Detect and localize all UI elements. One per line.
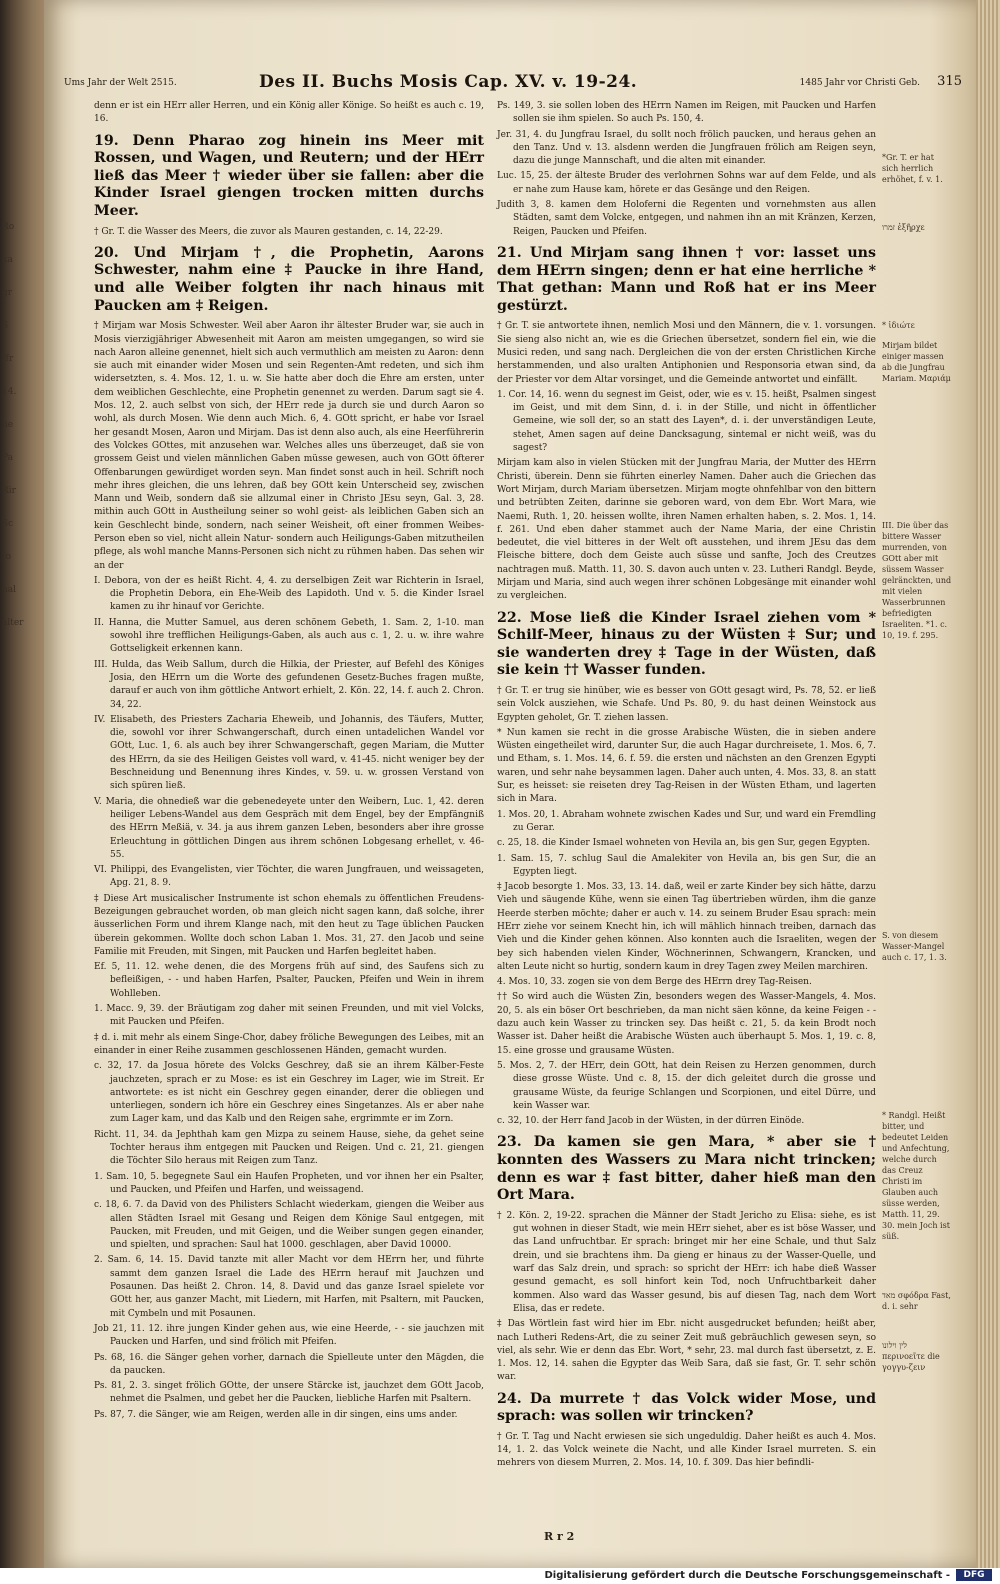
- margin-note: זמרו ἐξῆρχε: [882, 223, 925, 232]
- margin-note: S. von diesem Wasser-Mangel auch c. 17, 1. 3.: [882, 931, 947, 962]
- reference-item: Ps. 68, 16. die Sänger gehen vorher, darnach die Spielleute unter den Mägden, die da paucken.: [94, 1352, 484, 1376]
- reference-item: c. 32, 17. da Josua hörete des Volcks Geschrey, daß sie an ihrem Kälber-Feste jauchzeten, sprach er zu Mose: es ist ein Geschrey im Lager, wie im Streit. Er antwortete: es ist nicht ein Geschrey gegen einander, derer die obliegen und unterliegen, sondern ich höre ein Geschrey eines Singetanzes. Als er aber nahe zum Lager kam, und das Kalb und den Reigen sahe, ergrimmte er im Zorn.: [94, 1061, 484, 1125]
- reference-item: Ef. 5, 11. 12. wehe denen, die des Morgens früh auf sind, des Saufens sich zu befleißigen, - - und haben Harfen, Psalter, Paucken, Pfeifen und Wein in ihrem Wohlleben.: [94, 962, 484, 999]
- reference-item: VI. Philippi, des Evangelisten, vier Töchter, die waren Jungfrauen, und weissageten, Apg. 21, 8. 9.: [94, 865, 484, 889]
- verse-text: 21. Und Mirjam sang ihnen † vor: lasset uns dem HErrn singen; denn er hat eine herrliche * That gethan: Mann und Roß hat er ins Meer gestürzt.: [497, 244, 876, 314]
- verse-text: 20. Und Mirjam †, die Prophetin, Aarons Schwester, nahm eine ‡ Paucke in ihre Hand, und alle Weiber folgten ihr nach hinaus mit Paucken am ‡ Reigen.: [94, 244, 484, 314]
- previous-page-margin: Ro ka gr S Ifr 14. ne Pa Rir Sc Jo nal alter: [2, 222, 24, 628]
- dfg-logo: DFG: [956, 1569, 992, 1581]
- header-year-world: Ums Jahr der Welt 2515.: [64, 78, 177, 88]
- reference-item: Ps. 149, 3. sie sollen loben des HErrn Namen im Reigen, mit Paucken und Harfen sollen sie ihm spielen. So auch Ps. 150, 4.: [497, 101, 876, 125]
- running-header: [64, 72, 962, 96]
- book-page: [44, 0, 976, 1568]
- page-edge: [976, 0, 1000, 1568]
- reference-item: 5. Mos. 2, 7. der HErr, dein GOtt, hat dein Reisen zu Herzen genommen, durch diese grosse Wüste. Und c. 8, 15. der dich geleitet durch die grosse und grausame Wüste, da feurige Schlangen und Scorpionen, und eitel Dürre, und kein Wasser war.: [497, 1060, 876, 1111]
- margin-note: * Randgl. Heißt bitter, und bedeutet Leiden und Anfechtung, welche durch das Creuz Christi im Glauben auch süsse werden, Matth. 11, 29. 30. mein Joch ist süß.: [882, 1111, 950, 1241]
- commentary-note: † Gr. T. Tag und Nacht erwiesen sie sich ungeduldig. Daher heißt es auch 4. Mos. 14, 1. 2. das Volck weinete die Nacht, und alle Kinder Israel murreten. S. ein mehrers von diesem Murren, 2. Mos. 14, 10. f. 309. Das hier befindli-: [497, 1431, 876, 1469]
- reference-item: 1. Mos. 20, 1. Abraham wohnete zwischen Kades und Sur, und ward ein Fremdling zu Gerar.: [497, 809, 876, 833]
- verse-text: 19. Denn Pharao zog hinein ins Meer mit Rossen, und Wagen, und Reutern; und der HErr ließ das Meer † wieder über sie fallen: aber die Kinder Israel giengen trocken mitten durchs Meer.: [94, 132, 484, 219]
- margin-note: III. Die über das bittere Wasser murrenden, von GOtt aber mit süssem Wasser gelränckten, und mit vielen Wasserbrunnen befriedigten Israeliten. *1. c. 10, 19. f. 295.: [882, 521, 952, 640]
- reference-item: Richt. 11, 34. da Jephthah kam gen Mizpa zu seinem Hause, siehe, da gehet seine Tochter heraus ihm entgegen mit Paucken und Reigen. Und c. 21, 21. giengen die Töchter Silo heraus mit Reigen zum Tanz.: [94, 1129, 484, 1167]
- reference-item: Ps. 81, 2. 3. singet frölich GOtte, der unsere Stärcke ist, jauchzet dem GOtt Jacob, nehmet die Psalmen, und gebet her die Paucken, liebliche Harfen mit Psaltern.: [94, 1381, 484, 1405]
- reference-item: 2. Sam. 6, 14. 15. David tanzte mit aller Macht vor dem HErrn her, und führte sammt dem ganzen Israel die Lade des HErrn herauf mit Jauchzen und Posaunen. Das heißt 2. Chron. 14, 8. David und das ganze Israel spielete vor GOtt her, aus ganzer Macht, mit Liedern, mit Harfen, mit Psaltern, mit Paucken, mit Cymbeln und mit Posaunen.: [94, 1255, 484, 1319]
- reference-item: 1. Cor. 14, 16. wenn du segnest im Geist, oder, wie es v. 15. heißt, Psalmen singest im Geist, und mit dem Sinn, d. i. in der Stille, und nicht in öffentlicher Gemeine, wie soll der, so an statt des Layen*, d. i. der unverständigen Leute, stehet, Amen sagen auf deine Dancksagung, sintemal er nicht weiß, was du sagest?: [497, 389, 876, 454]
- reference-item: Luc. 15, 25. der älteste Bruder des verlohrnen Sohns war auf dem Felde, und als er nahe zum Hause kam, hörete er das Gesänge und den Reigen.: [497, 171, 876, 195]
- footer-credit: Digitalisierung gefördert durch die Deutsche Forschungsgemeinschaft -: [544, 1570, 950, 1581]
- commentary-note: † Gr. T. er trug sie hinüber, wie es besser von GOtt gesagt wird, Ps. 78, 52. er ließ sein Volck ausziehen, wie Schafe. Und Ps. 80, 9. du hast deinen Weinstock aus Egypten geholet, Gr. T. ziehen lassen.: [497, 685, 876, 723]
- commentary-note: ‡ Jacob besorgte 1. Mos. 33, 13. 14. daß, weil er zarte Kinder bey sich hätte, darzu Vieh und säugende Kühe, wenn sie einen Tag übertrieben würden, ihm die ganze Heerde sterben möchte; daher er auch v. 14. zu seinem Bruder Esau sprach: mein HErr ziehe vor seinem Knecht hin, ich will mählich hinnach treiben, darnach das Vieh und die Kinder gehen können. Also konnten auch die Israeliten, wegen der bey sich habenden vielen Kinder, Wöchnerinnen, Schwangern, Krancken, und alten Leute nicht so hurtig, sondern kaum in drey Tagen zwey Meilen marchiren.: [497, 882, 876, 972]
- reference-item: 1. Sam. 10, 5. begegnete Saul ein Haufen Propheten, und vor ihnen her ein Psalter, und Paucken, und Pfeifen und Harfen, und weissagend.: [94, 1171, 484, 1195]
- commentary-note: †† So wird auch die Wüsten Zin, besonders wegen des Wasser-Mangels, 4. Mos. 20, 5. als ein böser Ort beschrieben, da man nicht säen könne, da keine Feigen - - dazu auch kein Wasser zu trincken sey. Das heißt c. 21, 5. da kein Brodt noch Wasser ist. Daher heißt die Arabische Wüsten auch überhaupt 5. Mos. 1, 19. c. 8, 15. eine grosse und grausame Wüsten.: [497, 992, 876, 1056]
- reference-item: 1. Macc. 9, 39. der Bräutigam zog daher mit seinen Freunden, und mit viel Volcks, mit Paucken und Pfeifen.: [94, 1004, 484, 1028]
- margin-note: לין וילונו περινοεῖτε die γογγυ-ζειν: [882, 1341, 940, 1372]
- reference-item: Job 21, 11. 12. ihre jungen Kinder gehen aus, wie eine Heerde, - - sie jauchzen mit Paucken und Harfen, und sind frölich mit Pfeifen.: [94, 1323, 484, 1348]
- left-text-column: [94, 100, 484, 1424]
- commentary-note: † Mirjam war Mosis Schwester. Weil aber Aaron ihr ältester Bruder war, sie auch in Mosis vierzigjähriger Abwesenheit mit Aaron am meisten umgegangen, so wird sie nach Aaron alleine genennet, hielt sich auch vermuthlich am meisten zu Aaron: denn sie auch mit einander wider Mosen und sein Regenten-Amt redeten, und sich ihm widersetzten, s. 4. Mos. 12, 1. u. w. Sie hatte aber doch die Ehre am ersten, unter dem weiblichen Geschlechte, eine Prophetin genennet zu werden. Darum sagt sie 4. Mos. 12, 2. auch selbst von sich, der HErr rede ja durch sie und durch Aaron so wohl, als durch Mosen. Wie denn auch Mich. 6, 4. GOtt spricht, er habe vor Israel her gesandt Mosen, Aaron und Mirjam. Das ist denn also auch, als eine Heerführerin des Volckes GOttes, mit anzusehen war. Welches alles uns überzeuget, daß sie von grossem Geist und vielen männlichen Gaben müsse gewesen, auch von GOtt öfterer Offenbarungen gewürdiget worden seyn. Man findet sonst auch in heil. Schrift noch mehr ihres gleichen, die uns lehren, daß bey GOtt kein Unterscheid sey, zwischen Mann und Weib, sondern daß sie allzumal einer in Christo JEsu seyn, Gal. 3, 28. mithin auch GOtt in Austheilung seiner so wohl geist- als leiblichen Gaben sich an kein Geschlecht binde, sondern, nach seiner Weisheit, oft einer frommen Weibes-Person eben so viel, nicht allein Natur- sondern auch Heiligungs-Gaben mitzutheilen pflege, als wohl manche Manns-Personen sich nicht zu rühmen haben. Das sehen wir an der: [94, 321, 484, 571]
- verse-text: 23. Da kamen sie gen Mara, * aber sie † konnten des Wassers zu Mara nicht trincken; denn es war ‡ fast bitter, daher hieß man den Ort Mara.: [497, 1134, 876, 1204]
- reference-item: c. 25, 18. die Kinder Ismael wohneten von Hevila an, bis gen Sur, gegen Egypten.: [497, 838, 871, 849]
- commentary-note: Mirjam kam also in vielen Stücken mit der Jungfrau Maria, der Mutter des HErrn Christi, überein. Denn sie führten einerley Namen. Daher auch die Griechen das Wort Mirjam, durch Mariam übersetzen. Mirjam mogte ohnfehlbar von den bittern und betrübten Zeiten, darinne sie geboren ward, von dem Ebr. Wort Mara, wie Naemi, Ruth. 1, 20. heissen wollte, ihren Namen erhalten haben, s. 2. Mos. 1, 14. f. 261. Und eben daher stammet auch der Name Maria, der eine Christin bedeutet, die viel bitteres in der Welt oft ausstehen, und ihrem JEsu das dem Fleische bittere, doch dem Geiste auch süsse und sanfte, Joch des Creutzes nachtragen muß. Matth. 11, 30. S. davon auch unten v. 23. Lutheri Randgl. Beyde, Mirjam und Maria, sind auch wegen ihrer schönen Lobgesänge mit einander wohl zu vergleichen.: [497, 458, 876, 602]
- right-text-column: [497, 100, 876, 1473]
- reference-item: III. Hulda, das Weib Sallum, durch die Hilkia, der Priester, auf Befehl des Königes Josia, den HErrn um die Worte des gefundenen Gesetz-Buches fragen mußte, darauf er auch von ihm göttliche Antwort erhielt, 2. Kön. 22, 14. f. auch 2. Chron. 34, 22.: [94, 659, 484, 710]
- margin-note: *Gr. T. er hat sich herrlich erhöhet, f. v. 1.: [882, 153, 943, 184]
- margin-note: * ἰδιώτε: [882, 321, 915, 330]
- reference-item: c. 32, 10. der Herr fand Jacob in der Wüsten, in der dürren Einöde.: [497, 1116, 805, 1127]
- commentary-note: † Gr. T. die Wasser des Meers, die zuvor als Mauren gestanden, c. 14, 22-29.: [94, 226, 443, 237]
- reference-item: V. Maria, die ohnedieß war die gebenedeyete unter den Weibern, Luc. 1, 42. deren heiliger Lebens-Wandel aus dem Gespräch mit dem Engel, bey der Empfängniß des HErrn Meßiä, v. 34. ja aus ihrem ganzen Leben, besonders aber ihre grosse Erleuchtung in göttlichen Dingen aus ihrem schönen Lobgesang erhellet, v. 46-55.: [94, 796, 484, 860]
- verse-text: 22. Mose ließ die Kinder Israel ziehen vom * Schilf-Meer, hinaus zu der Wüsten ‡ Sur; und sie wanderten drey ‡ Tage in der Wüsten, daß sie kein †† Wasser funden.: [497, 609, 876, 679]
- header-title: Des II. Buchs Mosis Cap. XV. v. 19-24.: [259, 72, 638, 92]
- reference-item: IV. Elisabeth, des Priesters Zacharia Eheweib, und Johannis, des Täufers, Mutter, die, sowohl vor ihrer Schwangerschaft, durch einen untadelichen Wandel vor GOtt, Luc. 1, 6. als auch bey ihrer Schwangerschaft, gegen Mariam, die Mutter des HErrn, da sie des Heiligen Geistes voll ward, v. 41-45. nicht weniger bey der Beschneidung und Benennung ihres Kindes, v. 59. u. w. grossen Verstand von sich spüren ließ.: [94, 714, 484, 792]
- reference-item: Jer. 31, 4. du Jungfrau Israel, du sollt noch frölich paucken, und heraus gehen an den Tanz. Und v. 13. alsdenn werden die Jungfrauen frölich am Reigen seyn, dazu die junge Mannschaft, und die alten mit einander.: [497, 129, 876, 167]
- commentary-note: ‡ Das Wörtlein fast wird hier im Ebr. nicht ausgedrucket befunden; heißt aber, nach Lutheri Redens-Art, die zu seiner Zeit muß gebräuchlich gewesen seyn, so viel, als sehr. Wie er denn das Ebr. Wort, * sehr, 23. mal durch fast übersetzt, z. E. 1. Mos. 12, 14. sahen die Egypter das Weib Sara, daß sie fast, Gr. T. sehr schön war.: [497, 1319, 876, 1383]
- verse-text: 24. Da murrete † das Volck wider Mose, und sprach: was sollen wir trincken?: [497, 1390, 876, 1425]
- printer-signature: R r 2: [544, 1530, 575, 1543]
- margin-note: Mirjam bildet einiger massen ab die Jungfrau Mariam. Μαριάμ: [882, 341, 951, 383]
- reference-item: Judith 3, 8. kamen dem Holoferni die Regenten und vornehmsten aus allen Städten, samt dem Volcke, entgegen, und nahmen ihn an mit Kränzen, Kerzen, Reigen, Paucken und Pfeifen.: [497, 200, 876, 237]
- reference-item: II. Hanna, die Mutter Samuel, aus deren schönem Gebeth, 1. Sam. 2, 1-10. man sowohl ihre trefflichen Heiligungs-Gaben, als auch aus c. 1, 2. u. w. ihre wahre Gottseligkeit erkennen kann.: [94, 617, 484, 655]
- margin-note: מאד σφόδρα Fast, d. i. sehr: [882, 1291, 951, 1311]
- reference-item: I. Debora, von der es heißt Richt. 4, 4. zu derselbigen Zeit war Richterin in Israel, die Prophetin Debora, ein Ehe-Weib des Lapidoth. Und v. 5. die Kinder Israel kamen zu ihr hinauf vor Gerichte.: [94, 575, 484, 613]
- commentary-note: ‡ d. i. mit mehr als einem Singe-Chor, dabey fröliche Bewegungen des Leibes, mit an einander in einer Reihe zusammen geschlossenen Händen, gemacht wurden.: [94, 1032, 484, 1056]
- reference-item: † 2. Kön. 2, 19-22. sprachen die Männer der Stadt Jericho zu Elisa: siehe, es ist gut wohnen in dieser Stadt, wie mein HErr siehet, aber es ist böse Wasser, und das Land unfruchtbar. Er sprach: bringet mir her eine Schale, und thut Salz drein, und sie brachtens ihm. Da gieng er hinaus zu der Wasser-Quelle, und warf das Salz drein, und sprach: so spricht der HErr: ich habe dieß Wasser gesund gemacht, es soll hinfort kein Tod, noch Unfruchtbarkeit daher kommen. Also ward das Wasser gesund, bis auf diesen Tag, nach dem Wort Elisa, das er redete.: [497, 1210, 876, 1314]
- commentary-note: ‡ Diese Art musicalischer Instrumente ist schon ehemals zu öffentlichen Freudens-Bezeigungen gebrauchet worden, ob man gleich nicht sagen kann, daß solche, ihrer äusserlichen Form und ihrem Klange nach, mit den heut zu Tage üblichen Paucken überein gekommen. Wollte doch schon Laban 1. Mos. 31, 27. den Jacob und seine Familie mit Freuden, mit Singen, mit Paucken und Harfen begleitet haben.: [94, 893, 484, 957]
- reference-item: Ps. 87, 7. die Sänger, wie am Reigen, werden alle in dir singen, eins ums ander.: [94, 1409, 458, 1420]
- reference-item: 4. Mos. 10, 33. zogen sie von dem Berge des HErrn drey Tag-Reisen.: [497, 977, 812, 988]
- commentary-note: † Gr. T. sie antwortete ihnen, nemlich Mosi und den Männern, die v. 1. vorsungen. Sie sieng also nicht an, wie es die Griechen übersetzet, sondern fiel ein, wie die Musici reden, und sang nach. Dergleichen die von der ersten Christlichen Kirche herstammenden, und also uralten Antiphonien und Responsoria etwan sind, da der Priester vor dem Altar vorsinget, und die Gemeinde antwortet und einfällt.: [497, 321, 876, 385]
- commentary-note: denn er ist ein HErr aller Herren, und ein König aller Könige. So heißt es auch c. 19, 16.: [94, 101, 484, 125]
- reference-item: 1. Sam. 15, 7. schlug Saul die Amalekiter von Hevila an, bis gen Sur, die an Egypten liegt.: [497, 853, 876, 877]
- page-number: 315: [937, 74, 962, 89]
- commentary-note: * Nun kamen sie recht in die grosse Arabische Wüsten, die in sieben andere Wüsten eingetheilet wird, darunter Sur, die auch Hagar durchreisete, 1. Mos. 6, 7. und Etham, s. 1. Mos. 14, 6. f. 59. die ersten und nächsten an den Grenzen Egypti waren, und sehr nahe beysammen lagen. Daher auch unten, 4. Mos. 33, 8. an statt Sur, es heisset: sie reiseten drey Tag-Reisen in der Wüsten Etham, und lagerten sich in Mara.: [497, 727, 876, 805]
- header-year-christ: 1485 Jahr vor Christi Geb.: [799, 78, 920, 88]
- reference-item: c. 18, 6. 7. da David von des Philisters Schlacht wiederkam, giengen die Weiber aus allen Städten Israel mit Gesang und Reigen dem Könige Saul entgegen, mit Paucken, mit Freuden, und mit Geigen, und die Weiber sungen gegen einander, und spielten, und sprachen: Saul hat 1000. geschlagen, aber David 10000.: [94, 1200, 484, 1251]
